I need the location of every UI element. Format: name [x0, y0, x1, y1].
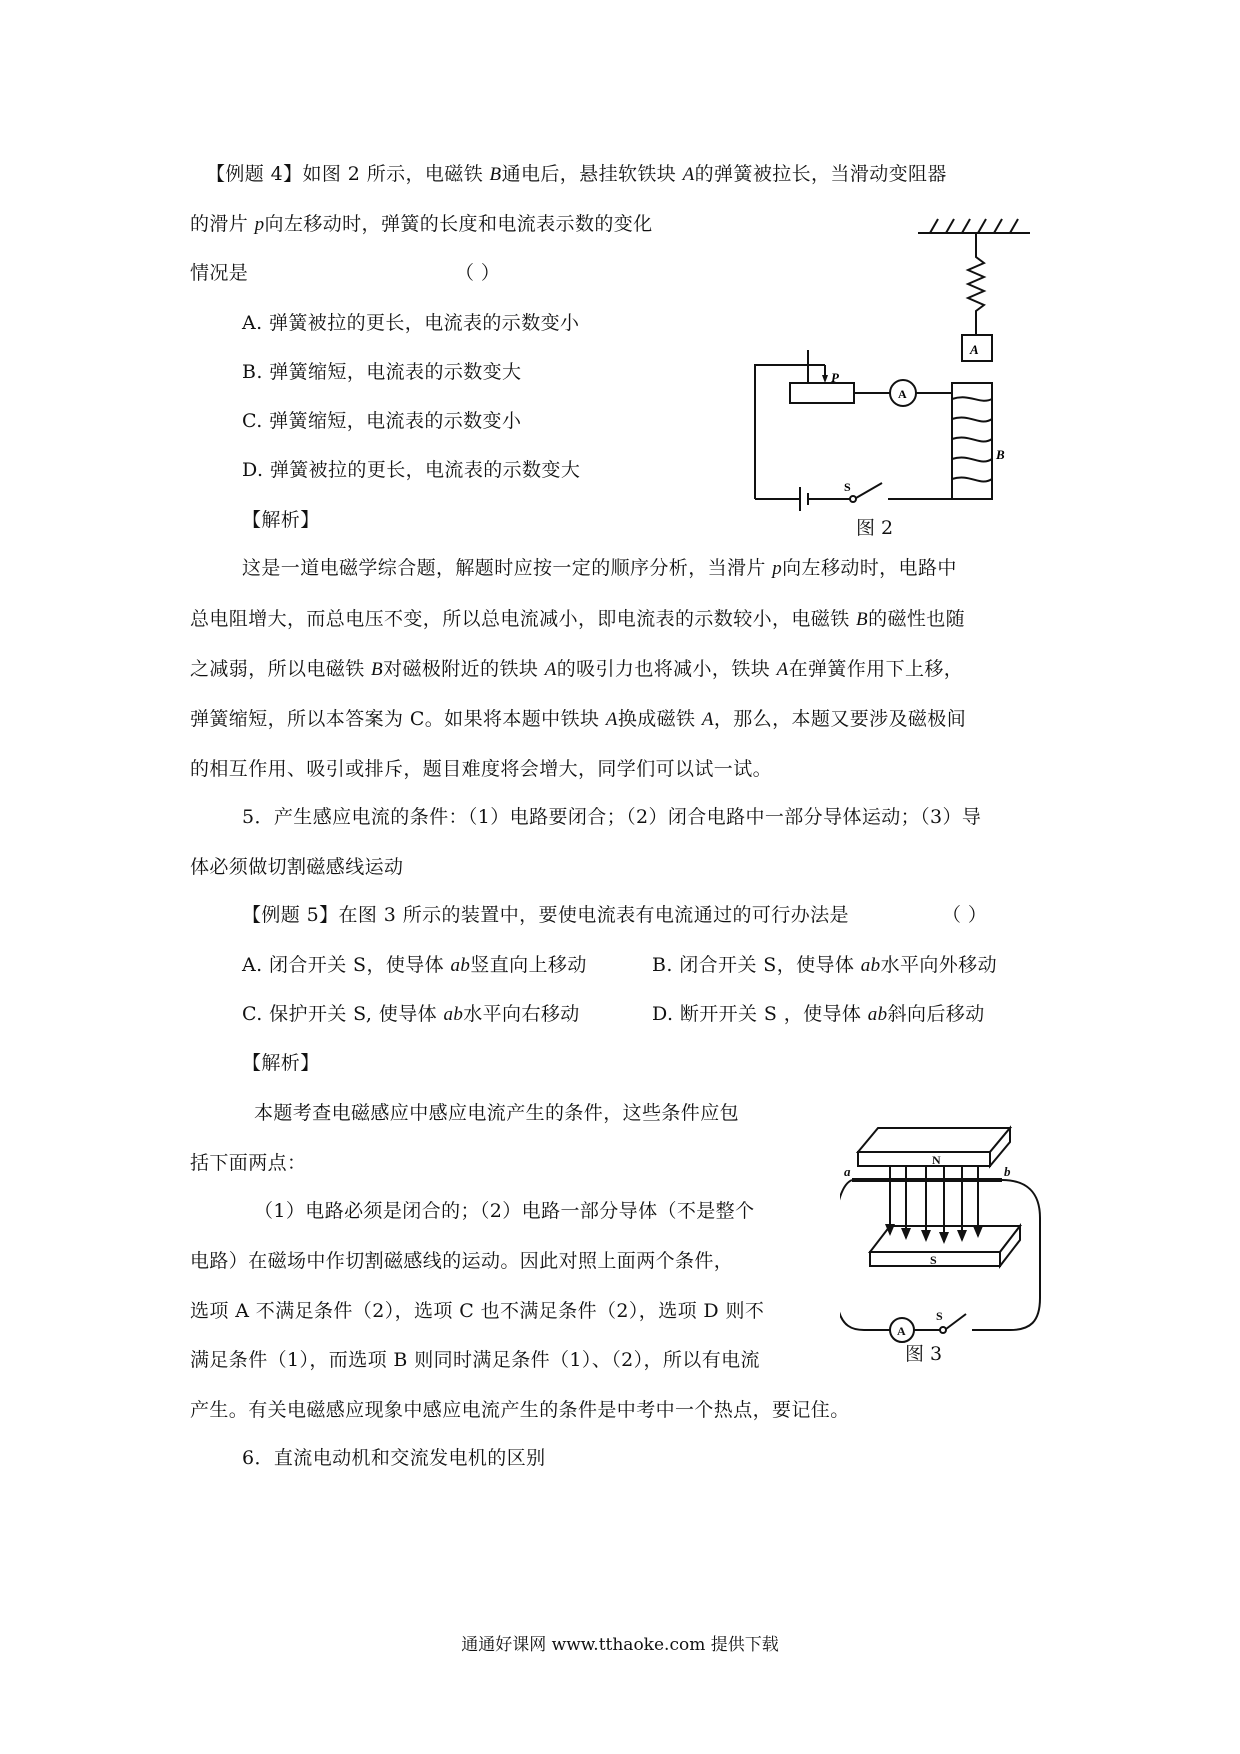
text: B. 闭合开关 S，使导体	[652, 954, 861, 976]
text: 【例题 4】如图 2 所示，电磁铁	[206, 163, 490, 185]
text: 在弹簧作用下上移，	[788, 658, 964, 680]
ex5-option-c	[242, 1000, 580, 1029]
point6-heading: 6．直流电动机和交流发电机的区别	[242, 1447, 546, 1469]
text: 换成磁铁	[617, 708, 702, 730]
ex5-option-b	[652, 951, 997, 980]
label-s-pole: S	[930, 1253, 937, 1267]
var-b: B	[856, 609, 869, 630]
text: D. 断开开关 S ，使导体	[652, 1003, 868, 1025]
var-a: A	[701, 709, 714, 730]
text: 的磁性也随	[868, 608, 966, 630]
ex4-analysis-line-4	[190, 705, 966, 734]
var-a: A	[605, 709, 618, 730]
text: 弹簧缩短，所以本答案为 C。如果将本题中铁块	[190, 708, 606, 730]
ex4-option-b: B. 弹簧缩短，电流表的示数变大	[242, 361, 522, 383]
ex4-analysis-line-3	[190, 655, 963, 684]
ex5-analysis-line-3: （1）电路必须是闭合的；（2）电路一部分导体（不是整个	[254, 1200, 755, 1222]
label-slider-p: P	[831, 370, 839, 385]
text: 【例题 5】在图 3 所示的装置中，要使电流表有电流通过的可行办法是	[242, 904, 849, 926]
ex4-line-2	[190, 210, 653, 239]
var-p: p	[254, 214, 265, 235]
point5-line-1: 5．产生感应电流的条件：（1）电路要闭合；（2）闭合电路中一部分导体运动；（3）导	[242, 806, 982, 828]
ex4-analysis-label: 【解析】	[242, 509, 320, 531]
text: C. 保护开关 S, 使导体	[242, 1003, 444, 1025]
ex5-analysis-line-5: 选项 A 不满足条件（2），选项 C 也不满足条件（2），选项 D 则不	[190, 1300, 765, 1322]
ex4-option-a: A. 弹簧被拉的更长，电流表的示数变小	[242, 312, 580, 334]
label-switch-s: S	[844, 480, 851, 494]
label-ammeter: A	[897, 1324, 906, 1338]
var-ab: ab	[450, 955, 471, 976]
page-footer: 通通好课网 www.tthaoke.com 提供下载	[461, 1635, 779, 1655]
var-b: B	[371, 659, 384, 680]
label-magnet-b: B	[996, 447, 1005, 462]
ex5-option-a	[242, 951, 587, 980]
text: 向左移动时，电路中	[782, 557, 957, 579]
var-ab: ab	[860, 955, 881, 976]
figure-3	[840, 1108, 1050, 1348]
text: 竖直向上移动	[470, 954, 587, 976]
point5-line-2: 体必须做切割磁感线运动	[190, 856, 404, 878]
ex5-analysis-line-4: 电路）在磁场中作切割磁感线的运动。因此对照上面两个条件，	[190, 1250, 734, 1272]
var-ab: ab	[443, 1004, 464, 1025]
ex4-analysis-line-5: 的相互作用、吸引或排斥，题目难度将会增大，同学们可以试一试。	[190, 758, 773, 780]
text: 这是一道电磁学综合题，解题时应按一定的顺序分析，当滑片	[242, 557, 773, 579]
text: 之减弱，所以电磁铁	[190, 658, 372, 680]
var-p: p	[772, 558, 783, 579]
label-n-pole: N	[932, 1153, 941, 1167]
ex4-option-c: C. 弹簧缩短，电流表的示数变小	[242, 410, 522, 432]
figure-2	[740, 215, 1060, 545]
text: 水平向右移动	[463, 1003, 580, 1025]
ex5-analysis-label: 【解析】	[242, 1052, 320, 1074]
ex5-option-d	[652, 1000, 985, 1029]
label-switch: S	[936, 1309, 943, 1323]
ex5-analysis-line-1: 本题考查电磁感应中感应电流产生的条件，这些条件应包	[254, 1102, 740, 1124]
text: 情况是	[190, 262, 249, 284]
ex4-analysis-line-1	[242, 554, 957, 583]
rheostat	[790, 383, 854, 403]
text: 的弹簧被拉长，当滑动变阻器	[694, 163, 947, 185]
text: A. 闭合开关 S，使导体	[242, 954, 451, 976]
ex4-analysis-line-2	[190, 605, 965, 634]
text: ，那么，本题又要涉及磁极间	[713, 708, 967, 730]
label-block-a: A	[970, 342, 979, 357]
text: 向左移动时，弹簧的长度和电流表示数的变化	[264, 213, 653, 235]
figure-2-caption: 图 2	[856, 517, 894, 539]
label-ammeter: A	[898, 387, 907, 401]
label-b: b	[1004, 1164, 1011, 1179]
text: 对磁极附近的铁块	[383, 658, 545, 680]
ex4-line-3	[190, 259, 248, 287]
ex4-option-d: D. 弹簧被拉的更长，电流表的示数变大	[242, 459, 581, 481]
text: 通电后，悬挂软铁块	[501, 163, 683, 185]
var-a: A	[776, 659, 789, 680]
ex5-analysis-line-7: 产生。有关电磁感应现象中感应电流产生的条件是中考中一个热点，要记住。	[190, 1399, 850, 1421]
ex5-analysis-line-6: 满足条件（1），而选项 B 则同时满足条件（1）、（2），所以有电流	[190, 1349, 760, 1371]
var-a: A	[544, 659, 557, 680]
text: 水平向外移动	[880, 954, 997, 976]
label-a: a	[844, 1164, 851, 1179]
var-a: A	[682, 164, 695, 185]
text: 总电阻增大，而总电压不变，所以总电流减小，即电流表的示数较小，电磁铁	[190, 608, 857, 630]
var-ab: ab	[867, 1004, 888, 1025]
figure-3-caption: 图 3	[905, 1343, 943, 1365]
ex4-answer-bracket: （ ）	[455, 262, 501, 284]
text: 的吸引力也将减小，铁块	[556, 658, 777, 680]
text: 斜向后移动	[887, 1003, 985, 1025]
text: 的滑片	[190, 213, 255, 235]
ex4-line-1	[206, 160, 947, 189]
ex5-answer-bracket: （ ）	[942, 904, 988, 926]
var-b: B	[489, 164, 502, 185]
spring	[968, 233, 984, 335]
ex5-analysis-line-2: 括下面两点：	[190, 1152, 307, 1174]
ex5-line-1	[242, 901, 849, 929]
